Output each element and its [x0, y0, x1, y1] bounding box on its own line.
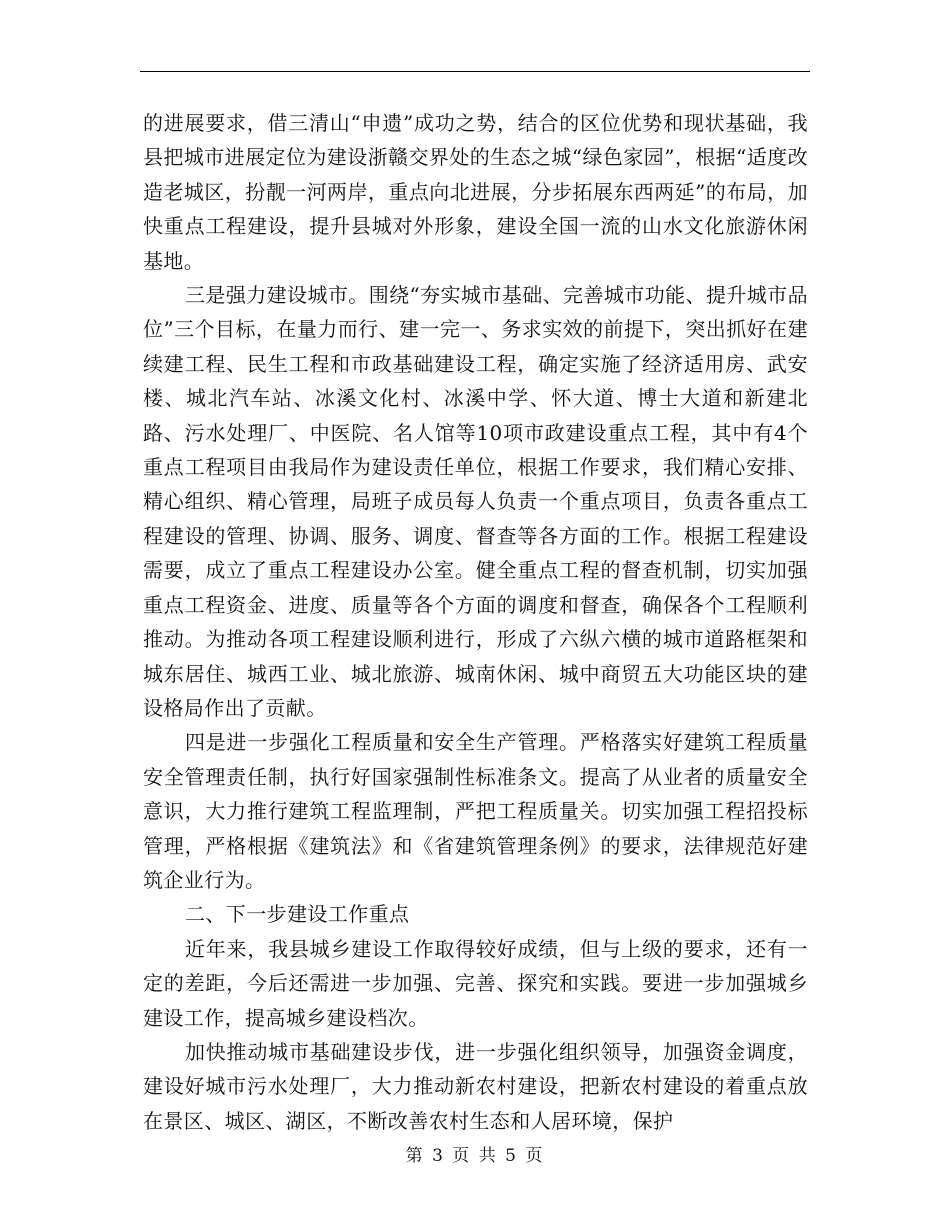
document-body — [143, 106, 808, 1138]
paragraph-3: 四是进一步强化工程质量和安全生产管理。严格落实好建筑工程质量安全管理责任制，执行好国家强制性标准条文。提高了从业者的质量安全意识，大力推行建筑工程监理制，严把工程质量关。切实加强工程招投标管理，严格根据《建筑法》和《省建筑管理条例》的要求，法律规范好建筑企业行为。 — [143, 730, 808, 892]
paragraph-4: 近年来，我县城乡建设工作取得较好成绩，但与上级的要求，还有一定的差距，今后还需进一步加强、完善、探究和实践。要进一步加强城乡建设工作，提高城乡建设档次。 — [143, 936, 808, 1030]
paragraph-5: 加快推动城市基础建设步伐，进一步强化组织领导，加强资金调度，建设好城市污水处理厂，大力推动新农村建设，把新农村建设的着重点放在景区、城区、湖区，不断改善农村生态和人居环境，保护 — [143, 1039, 808, 1133]
section-heading: 二、下一步建设工作重点 — [185, 902, 410, 927]
paragraph-1: 的进展要求，借三清山“申遗”成功之势，结合的区位优势和现状基础，我县把城市进展定位为建设浙赣交界处的生态之城“绿色家园”，根据“适度改造老城区，扮靓一河两岸，重点向北进展，分步拓展东西两延”的布局，加快重点工程建设，提升县城对外形象，建设全国一流的山水文化旅游休闲基地。 — [143, 111, 808, 273]
paragraph-2: 三是强力建设城市。围绕“夯实城市基础、完善城市功能、提升城市品位”三个目标，在量力而行、建一完一、务求实效的前提下，突出抓好在建续建工程、民生工程和市政基础建设工程，确定实施了经济适用房、武安楼、城北汽车站、冰溪文化村、冰溪中学、怀大道、博士大道和新建北路、污水处理厂、中医院、名人馆等10项市政建设重点工程，其中有4个重点工程项目由我局作为建设责任单位，根据工作要求，我们精心安排、精心组织、精心管理，局班子成员每人负责一个重点项目，负责各重点工程建设的管理、协调、服务、调度、督查等各方面的工作。根据工程建设需要，成立了重点工程建设办公室。健全重点工程的督查机制，切实加强重点工程资金、进度、质量等各个方面的调度和督查，确保各个工程顺利推动。为推动各项工程建设顺利进行，形成了六纵六横的城市道路框架和城东居住、城西工业、城北旅游、城南休闲、城中商贸五大功能区块的建设格局作出了贡献。 — [143, 283, 808, 720]
header-rule — [140, 71, 810, 72]
page-number: 第 3 页 共 5 页 — [405, 1146, 545, 1166]
